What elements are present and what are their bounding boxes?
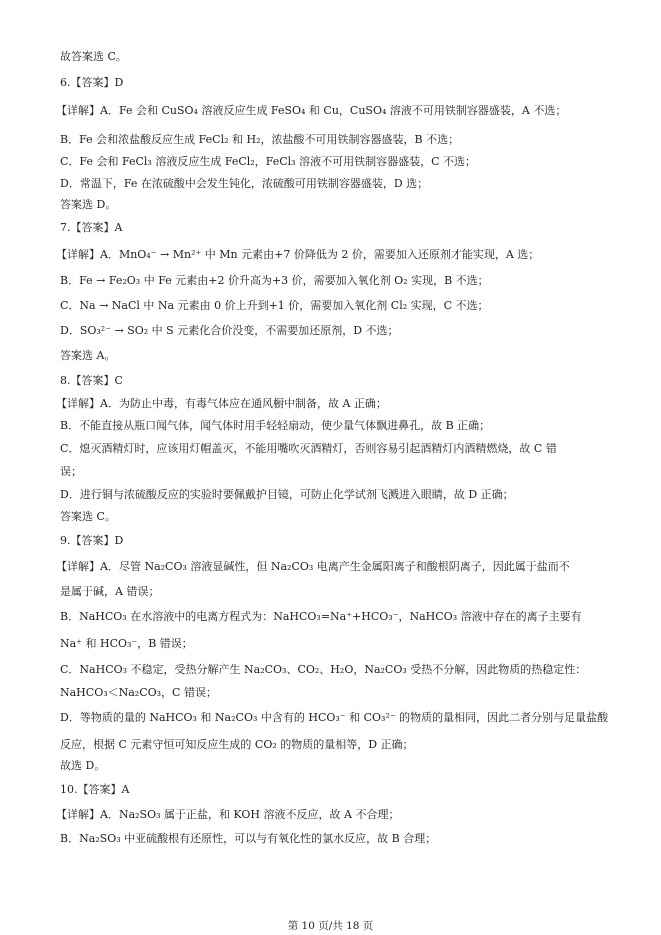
text-line: B．Fe 会和浓盐酸反应生成 FeCl₂ 和 H₂，浓盐酸不可用铁制容器盛装，B 不选；	[60, 133, 460, 146]
text-line: 答案选 C。	[60, 510, 116, 523]
text-line: 7.【答案】A	[60, 221, 123, 234]
text-line: 反应，根据 C 元素守恒可知反应生成的 CO₂ 的物质的量相等，D 正确；	[60, 738, 414, 751]
text-line: 【详解】A．尽管 Na₂CO₃ 溶液显碱性，但 Na₂CO₃ 电离产生金属阳离子和酸根阴离子，因此属于盐而不	[56, 560, 570, 573]
text-line: B．不能直接从瓶口闻气体，闻气体时用手轻轻扇动，使少量气体飘进鼻孔，故 B 正确；	[60, 419, 491, 432]
text-line: 故答案选 C。	[60, 50, 127, 63]
text-line: Na⁺ 和 HCO₃⁻，B 错误；	[60, 637, 193, 650]
text-line: 误；	[60, 465, 82, 478]
text-line: 6.【答案】D	[60, 76, 124, 89]
text-line: C．熄灭酒精灯时，应该用灯帽盖灭，不能用嘴吹灭酒精灯，否则容易引起酒精灯内酒精燃烧，故 C 错	[60, 442, 557, 455]
text-line: B．Fe → Fe₂O₃ 中 Fe 元素由+2 价升高为+3 价，需要加入氧化剂 O₂ 实现，B 不选；	[60, 274, 489, 287]
text-line: 答案选 A。	[60, 349, 116, 362]
text-line: C．Fe 会和 FeCl₃ 溶液反应生成 FeCl₂，FeCl₃ 溶液不可用铁制容器盛装，C 不选；	[60, 155, 477, 168]
text-line: 答案选 D。	[60, 198, 117, 211]
text-line: 10.【答案】A	[60, 783, 130, 796]
text-line: 9.【答案】D	[60, 534, 124, 547]
text-line: B．Na₂SO₃ 中亚硫酸根有还原性，可以与有氧化性的氯水反应，故 B 合理；	[60, 832, 437, 845]
text-line: B．NaHCO₃ 在水溶液中的电离方程式为：NaHCO₃=Na⁺+HCO₃⁻，NaHCO₃ 溶液中存在的离子主要有	[60, 610, 582, 623]
text-line: 【详解】A．Fe 会和 CuSO₄ 溶液反应生成 FeSO₄ 和 Cu，CuSO₄ 溶液不可用铁制容器盛装，A 不选；	[56, 104, 567, 117]
text-line: 是属于碱，A 错误；	[60, 585, 160, 598]
text-line: D．常温下，Fe 在浓硫酸中会发生钝化，浓硫酸可用铁制容器盛装，D 选；	[60, 177, 429, 190]
text-line: D．等物质的量的 NaHCO₃ 和 Na₂CO₃ 中含有的 HCO₃⁻ 和 CO₃²⁻ 的物质的量相同，因此二者分别与足量盐酸	[60, 711, 609, 724]
text-line: D．进行铜与浓硫酸反应的实验时要佩戴护目镜，可防止化学试剂飞溅进入眼睛，故 D 正确；	[60, 488, 514, 501]
text-line: D．SO₃²⁻ → SO₂ 中 S 元素化合价没变，不需要加还原剂，D 不选；	[60, 324, 399, 337]
text-line: NaHCO₃＜Na₂CO₃，C 错误；	[60, 686, 217, 699]
text-line: 8.【答案】C	[60, 374, 123, 387]
text-line: 故选 D。	[60, 759, 106, 772]
page-footer: 第 10 页/共 18 页	[287, 920, 374, 932]
text-line: 【详解】A．为防止中毒，有毒气体应在通风橱中制备，故 A 正确；	[56, 397, 387, 410]
text-line: 【详解】A．Na₂SO₃ 属于正盐，和 KOH 溶液不反应，故 A 不合理；	[56, 808, 400, 821]
text-line: 【详解】A．MnO₄⁻ → Mn²⁺ 中 Mn 元素由+7 价降低为 2 价，需要加入还原剂才能实现，A 选；	[56, 248, 540, 261]
text-line: C．NaHCO₃ 不稳定，受热分解产生 Na₂CO₃、CO₂、H₂O，Na₂CO₃ 受热不分解，因此物质的热稳定性：	[60, 663, 587, 676]
text-line: C．Na → NaCl 中 Na 元素由 0 价上升到+1 价，需要加入氧化剂 Cl₂ 实现，C 不选；	[60, 299, 489, 312]
